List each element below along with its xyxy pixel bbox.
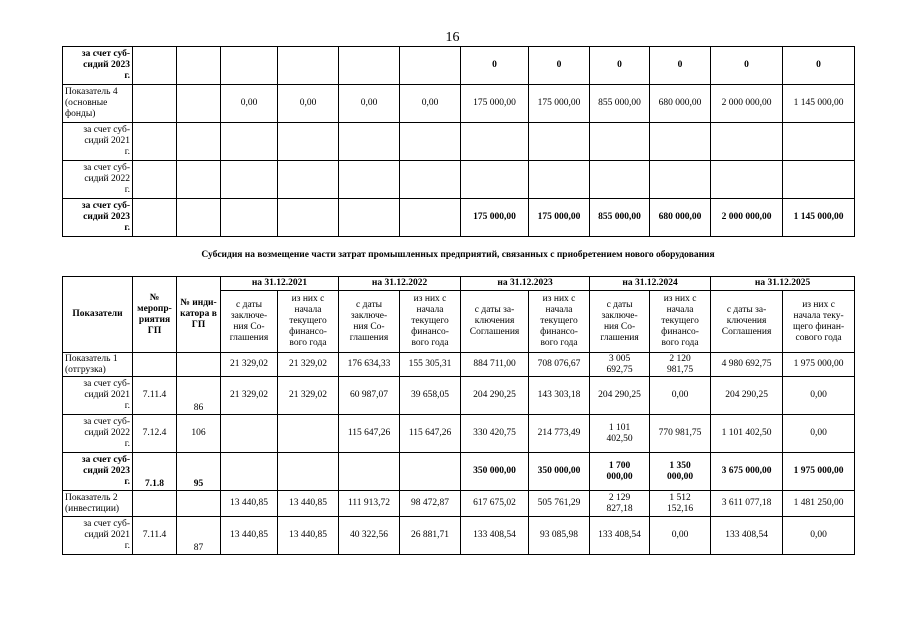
continued-table <box>62 46 855 237</box>
table-cell <box>278 47 339 85</box>
table-cell: 204 290,25 <box>711 377 783 415</box>
table-cell: 0,00 <box>783 517 855 555</box>
table-cell: 1 101 402,50 <box>711 415 783 453</box>
table-cell: 505 761,29 <box>529 491 590 517</box>
table-cell: 98 472,87 <box>400 491 461 517</box>
table-cell: 1 975 000,00 <box>783 353 855 377</box>
sub-header: из них с начала текущего финансо- вого года <box>529 291 590 353</box>
table-cell: 60 987,07 <box>339 377 400 415</box>
header-period-2023: на 31.12.2023 <box>461 277 590 291</box>
table-cell: 13 440,85 <box>221 517 278 555</box>
table-cell <box>339 199 400 237</box>
indicator-number <box>177 491 221 517</box>
table-cell: 111 913,72 <box>339 491 400 517</box>
event-number: 7.12.4 <box>133 415 177 453</box>
table-cell <box>133 161 177 199</box>
table-cell: 1 975 000,00 <box>783 453 855 491</box>
table-cell <box>400 161 461 199</box>
table-cell <box>221 123 278 161</box>
table-cell <box>650 161 711 199</box>
table-cell: 21 329,02 <box>278 353 339 377</box>
sub-header: из них с начала текущего финансо- вого года <box>650 291 711 353</box>
table-cell: 133 408,54 <box>461 517 529 555</box>
table-cell <box>339 47 400 85</box>
table-cell <box>221 453 278 491</box>
table-cell: 214 773,49 <box>529 415 590 453</box>
indicator-number <box>177 353 221 377</box>
table-cell: 1 101 402,50 <box>590 415 650 453</box>
table-cell: 0,00 <box>783 415 855 453</box>
table-cell: 0,00 <box>650 517 711 555</box>
header-indicators: Показатели <box>63 277 133 353</box>
table-cell: 0,00 <box>400 85 461 123</box>
table-cell: 330 420,75 <box>461 415 529 453</box>
table-cell: 13 440,85 <box>221 491 278 517</box>
table-cell: 680 000,00 <box>650 199 711 237</box>
row-label: за счет суб- сидий 2022 г. <box>63 415 133 453</box>
table-cell: 855 000,00 <box>590 199 650 237</box>
table-cell <box>133 47 177 85</box>
table-cell <box>133 85 177 123</box>
table-cell <box>221 47 278 85</box>
indicator-number: 95 <box>177 453 221 491</box>
table-cell <box>783 123 855 161</box>
table-row <box>63 85 855 123</box>
table-cell <box>177 199 221 237</box>
table-cell: 176 634,33 <box>339 353 400 377</box>
table-cell: 3 611 077,18 <box>711 491 783 517</box>
sub-header: с даты заключе- ния Со- глашения <box>339 291 400 353</box>
table-cell: 0 <box>529 47 590 85</box>
table-cell: 204 290,25 <box>461 377 529 415</box>
table-cell <box>177 161 221 199</box>
row-label: за счет суб- сидий 2023 г. <box>63 453 133 491</box>
table-cell <box>278 199 339 237</box>
indicator-number: 106 <box>177 415 221 453</box>
table-cell: 143 303,18 <box>529 377 590 415</box>
table-cell: 2 120 981,75 <box>650 353 711 377</box>
table-cell: 3 005 692,75 <box>590 353 650 377</box>
table-cell: 39 658,05 <box>400 377 461 415</box>
table-cell <box>461 123 529 161</box>
table-cell: 115 647,26 <box>400 415 461 453</box>
indicator-number: 87 <box>177 517 221 555</box>
table-cell <box>400 123 461 161</box>
table-row <box>63 353 855 377</box>
sub-header: с даты заключе- ния Со- глашения <box>590 291 650 353</box>
table-cell: 2 000 000,00 <box>711 85 783 123</box>
table-cell <box>278 161 339 199</box>
table-cell: 0 <box>461 47 529 85</box>
row-label: Показатель 2 (инвестиции) <box>63 491 133 517</box>
sub-header: с даты заключе- ния Со- глашения <box>221 291 278 353</box>
table-row <box>63 377 855 415</box>
row-label: за счет суб- сидий 2022 г. <box>63 161 133 199</box>
table-cell <box>339 161 400 199</box>
table-cell: 21 329,02 <box>278 377 339 415</box>
table-cell: 13 440,85 <box>278 517 339 555</box>
table-cell <box>590 123 650 161</box>
table-cell: 155 305,31 <box>400 353 461 377</box>
table-cell: 0,00 <box>278 85 339 123</box>
table-cell: 855 000,00 <box>590 85 650 123</box>
sub-header: из них с начала текущего финансо- вого года <box>400 291 461 353</box>
table-cell: 115 647,26 <box>339 415 400 453</box>
table-cell: 1 481 250,00 <box>783 491 855 517</box>
table-cell <box>650 123 711 161</box>
table-cell <box>177 47 221 85</box>
table-cell <box>221 161 278 199</box>
table-cell: 617 675,02 <box>461 491 529 517</box>
table-cell <box>177 85 221 123</box>
row-label: за счет суб- сидий 2023 г. <box>63 199 133 237</box>
table-cell: 708 076,67 <box>529 353 590 377</box>
table-cell <box>221 199 278 237</box>
table-cell: 175 000,00 <box>529 85 590 123</box>
table-cell: 350 000,00 <box>461 453 529 491</box>
table-cell: 40 322,56 <box>339 517 400 555</box>
table-cell: 0 <box>711 47 783 85</box>
table-cell: 0,00 <box>339 85 400 123</box>
table-cell: 175 000,00 <box>461 199 529 237</box>
table-cell <box>400 453 461 491</box>
event-number <box>133 491 177 517</box>
table-cell: 0,00 <box>650 377 711 415</box>
row-label: Показатель 4 (основные фонды) <box>63 85 133 123</box>
table-cell <box>339 123 400 161</box>
event-number <box>133 353 177 377</box>
table-row <box>63 415 855 453</box>
event-number: 7.1.8 <box>133 453 177 491</box>
table-cell: 175 000,00 <box>461 85 529 123</box>
header-period-2022: на 31.12.2022 <box>339 277 461 291</box>
table-cell: 4 980 692,75 <box>711 353 783 377</box>
table-cell: 21 329,02 <box>221 377 278 415</box>
table-cell <box>529 123 590 161</box>
table-cell <box>339 453 400 491</box>
table-row <box>63 199 855 237</box>
table-cell: 93 085,98 <box>529 517 590 555</box>
event-number: 7.11.4 <box>133 377 177 415</box>
table-cell: 21 329,02 <box>221 353 278 377</box>
table-cell: 884 711,00 <box>461 353 529 377</box>
header-indicator-number: № инди- катора в ГП <box>177 277 221 353</box>
sub-header: из них с начала текущего финансо- вого года <box>278 291 339 353</box>
table-cell: 0 <box>590 47 650 85</box>
table-row <box>63 491 855 517</box>
table-cell: 1 350 000,00 <box>650 453 711 491</box>
table-cell <box>177 123 221 161</box>
table-cell <box>400 199 461 237</box>
table-cell <box>221 415 278 453</box>
table-cell: 175 000,00 <box>529 199 590 237</box>
sub-header: из них с начала теку- щего финан- сового года <box>783 291 855 353</box>
table-row <box>63 123 855 161</box>
table-cell: 0,00 <box>783 377 855 415</box>
table-cell <box>783 161 855 199</box>
table-cell: 350 000,00 <box>529 453 590 491</box>
table-cell: 133 408,54 <box>711 517 783 555</box>
table-cell: 3 675 000,00 <box>711 453 783 491</box>
table-cell: 13 440,85 <box>278 491 339 517</box>
section-title: Субсидия на возмещение части затрат промышленных предприятий, связанных с приобретением нового оборудования <box>201 250 715 260</box>
table-cell <box>278 453 339 491</box>
table-cell: 2 129 827,18 <box>590 491 650 517</box>
table-row <box>63 517 855 555</box>
table-cell: 1 145 000,00 <box>783 85 855 123</box>
table-cell <box>278 123 339 161</box>
row-label: за счет суб- сидий 2021 г. <box>63 517 133 555</box>
table-cell: 133 408,54 <box>590 517 650 555</box>
header-period-2024: на 31.12.2024 <box>590 277 711 291</box>
row-label: за счет суб- сидий 2023 г. <box>63 47 133 85</box>
header-period-2025: на 31.12.2025 <box>711 277 855 291</box>
table-cell: 0 <box>650 47 711 85</box>
table-cell <box>711 161 783 199</box>
header-period-2021: на 31.12.2021 <box>221 277 339 291</box>
row-label: Показатель 1 (отгрузка) <box>63 353 133 377</box>
table-cell <box>461 161 529 199</box>
table-cell: 0 <box>783 47 855 85</box>
table-cell <box>133 199 177 237</box>
table-cell <box>529 161 590 199</box>
header-event-number: № меропр- риятия ГП <box>133 277 177 353</box>
sub-header: с даты за- ключения Соглашения <box>461 291 529 353</box>
table-row <box>63 47 855 85</box>
table-cell <box>133 123 177 161</box>
subsidy-table <box>62 276 855 555</box>
table-cell: 2 000 000,00 <box>711 199 783 237</box>
table-cell: 204 290,25 <box>590 377 650 415</box>
indicator-number: 86 <box>177 377 221 415</box>
table-cell <box>711 123 783 161</box>
table-cell <box>400 47 461 85</box>
sub-header: с даты за- ключения Соглашения <box>711 291 783 353</box>
table-cell: 26 881,71 <box>400 517 461 555</box>
row-label: за счет суб- сидий 2021 г. <box>63 377 133 415</box>
table-cell <box>278 415 339 453</box>
table-cell: 1 512 152,16 <box>650 491 711 517</box>
table-cell: 680 000,00 <box>650 85 711 123</box>
table-cell: 0,00 <box>221 85 278 123</box>
event-number: 7.11.4 <box>133 517 177 555</box>
table-cell <box>590 161 650 199</box>
table-cell: 770 981,75 <box>650 415 711 453</box>
table-cell: 1 700 000,00 <box>590 453 650 491</box>
page-number: 16 <box>445 30 460 45</box>
row-label: за счет суб- сидий 2021 г. <box>63 123 133 161</box>
table-row <box>63 453 855 491</box>
table-row <box>63 161 855 199</box>
table-cell: 1 145 000,00 <box>783 199 855 237</box>
